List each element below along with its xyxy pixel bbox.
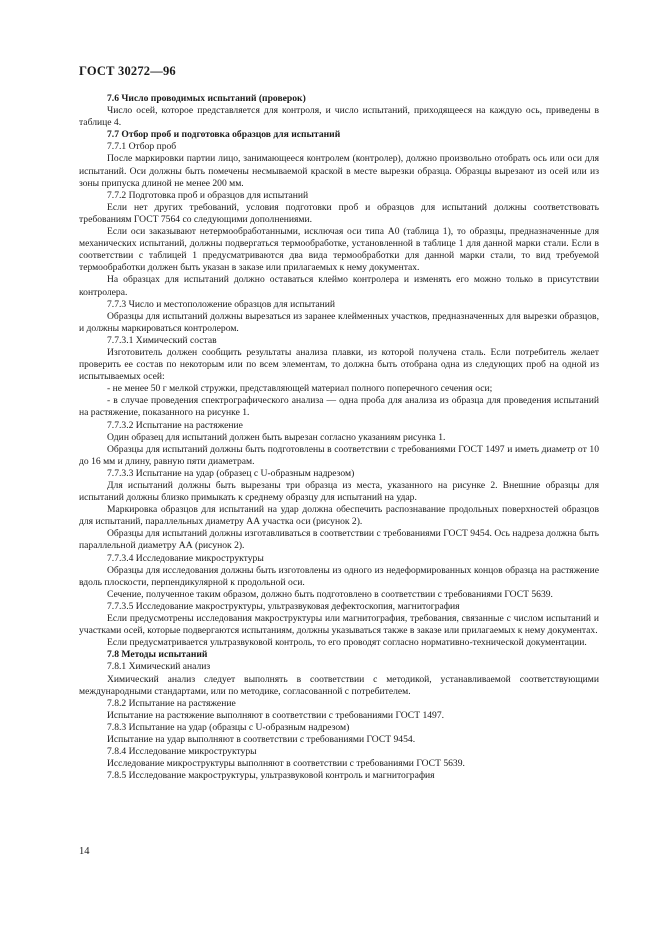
paragraph: Изготовитель должен сообщить результаты анализа плавки, из которой получена сталь. Если потребитель желает проверить ее состав по некоторым или по всем элементам, то должна быть отобрана одна из следующих проб на одной из испытываемых осей: [79, 346, 599, 383]
section-heading: 7.8.4 Исследование микроструктуры [107, 746, 257, 758]
paragraph: Испытание на удар выполняют в соответствии с требованиями ГОСТ 9454. [107, 733, 416, 745]
paragraph: Испытание на растяжение выполняют в соответствии с требованиями ГОСТ 1497. [107, 709, 445, 721]
section-heading: 7.7.3.1 Химический состав [107, 334, 217, 346]
section-heading: 7.8.3 Испытание на удар (образцы с U-образным надрезом) [107, 721, 350, 733]
paragraph: После маркировки партии лицо, занимающееся контролем (контролер), должно произвольно отобрать ось или оси для испытаний. Оси должны быть помечены несмываемой краской в месте вырезки образца. Образцы вырезают из осей или из зоны припуска длиной не менее 200 мм. [79, 153, 599, 189]
section-heading: 7.6 Число проводимых испытаний (проверок) [107, 93, 306, 104]
paragraph: На образцах для испытаний должно оставаться клеймо контролера и изменять его можно только в присутствии контролера. [79, 274, 599, 298]
section-heading: 7.7.3.4 Исследование микроструктуры [107, 552, 264, 564]
paragraph: Образцы для испытаний должны быть подготовлены в соответствии с требованиями ГОСТ 1497 и иметь диаметр от 10 до 16 мм и длину, равную пяти диаметрам. [79, 443, 599, 467]
paragraph: Маркировка образцов для испытаний на удар должна обеспечить распознавание продольных поверхностей образцов для испытаний, параллельных диаметру АА участка оси (рисунок 2). [79, 504, 599, 528]
paragraph: Образцы для исследования должны быть изготовлены из одного из недеформированных концов образца на растяжение вдоль плоскости, перпендикулярной к продольной оси. [79, 564, 599, 588]
section-heading: 7.7.3.3 Испытание на удар (образец с U-образным надрезом) [107, 467, 355, 479]
paragraph: Сечение, полученное таким образом, должно быть подготовлено в соответствии с требованиями ГОСТ 5639. [107, 588, 553, 600]
paragraph: Образцы для испытаний должны вырезаться из заранее клейменных участков, предназначенных для вырезки образцов, и должны маркироваться контролером. [79, 310, 599, 334]
paragraph: - не менее 50 г мелкой стружки, представляющей материал полного поперечного сечения оси; [107, 383, 493, 395]
section-heading: 7.7.3 Число и местоположение образцов для испытаний [107, 298, 336, 310]
section-heading: 7.8.1 Химический анализ [107, 661, 211, 673]
paragraph: Для испытаний должны быть вырезаны три образца из места, указанного на рисунке 2. Внешние образцы для испытаний должны близко примыкать к среднему образцу для испытаний на удар. [79, 480, 599, 504]
paragraph: Образцы для испытаний должны изготавливаться в соответствии с требованиями ГОСТ 9454. Ось надреза должна быть параллельной диаметру АА (рисунок 2). [79, 528, 599, 552]
section-heading: 7.8 Методы испытаний [107, 649, 208, 661]
section-heading: 7.7 Отбор проб и подготовка образцов для испытаний [107, 129, 341, 141]
section-heading: 7.7.3.5 Исследование макроструктуры, ультразвуковая дефектоскопия, магнитография [107, 600, 460, 612]
paragraph: Если нет других требований, условия подготовки проб и образцов для испытаний должны соответствовать требованиям ГОСТ 7564 со следующими дополнениями. [79, 201, 599, 225]
paragraph: Если предусмотрены исследования макроструктуры или магнитография, требования, связанные с числом испытаний и участками осей, которые подвергаются испытаниям, должны указываться также в заказе или прилагаемых к нему документах. [79, 613, 599, 637]
paragraph: Число осей, которое представляется для контроля, и число испытаний, приходящееся на каждую ось, приведены в таблице 4. [79, 105, 599, 129]
paragraph: - в случае проведения спектрографического анализа — одна проба для анализа из образца для проведения испытаний на растяжение, показанного на рисунке 1. [79, 395, 599, 419]
section-heading: 7.8.2 Испытание на растяжение [107, 697, 236, 709]
section-heading: 7.8.5 Исследование макроструктуры, ультразвуковой контроль и магнитография [107, 770, 435, 782]
section-heading: 7.7.1 Отбор проб [107, 141, 177, 153]
page-number: 14 [79, 846, 90, 857]
paragraph: Если предусматривается ультразвуковой контроль, то его проводят согласно нормативно-технической документации. [107, 637, 587, 649]
paragraph: Один образец для испытаний должен быть вырезан согласно указаниям рисунка 1. [107, 431, 446, 443]
section-heading: 7.7.2 Подготовка проб и образцов для испытаний [107, 189, 309, 201]
document-body [79, 93, 599, 782]
paragraph: Исследование микроструктуры выполняют в соответствии с требованиями ГОСТ 5639. [107, 758, 465, 770]
document-header: ГОСТ 30272—96 [79, 64, 176, 78]
section-heading: 7.7.3.2 Испытание на растяжение [107, 419, 243, 431]
paragraph: Химический анализ следует выполнять в соответствии с методикой, устанавливаемой соответствующими международными стандартами, или по методике, согласованной с потребителем. [79, 673, 599, 697]
paragraph: Если оси заказывают нетермообработанными, исключая оси типа А0 (таблица 1), то образцы, предназначенные для механических испытаний, должны подвергаться термообработке, установленной в таблице 1 для данной марки стали. Если в соответствии с таблицей 1 предусматриваются два вида термообработки для данной марки стали, то вид требуемой термообработки должен быть указан в заказе или прилагаемых к нему документах. [79, 226, 599, 274]
